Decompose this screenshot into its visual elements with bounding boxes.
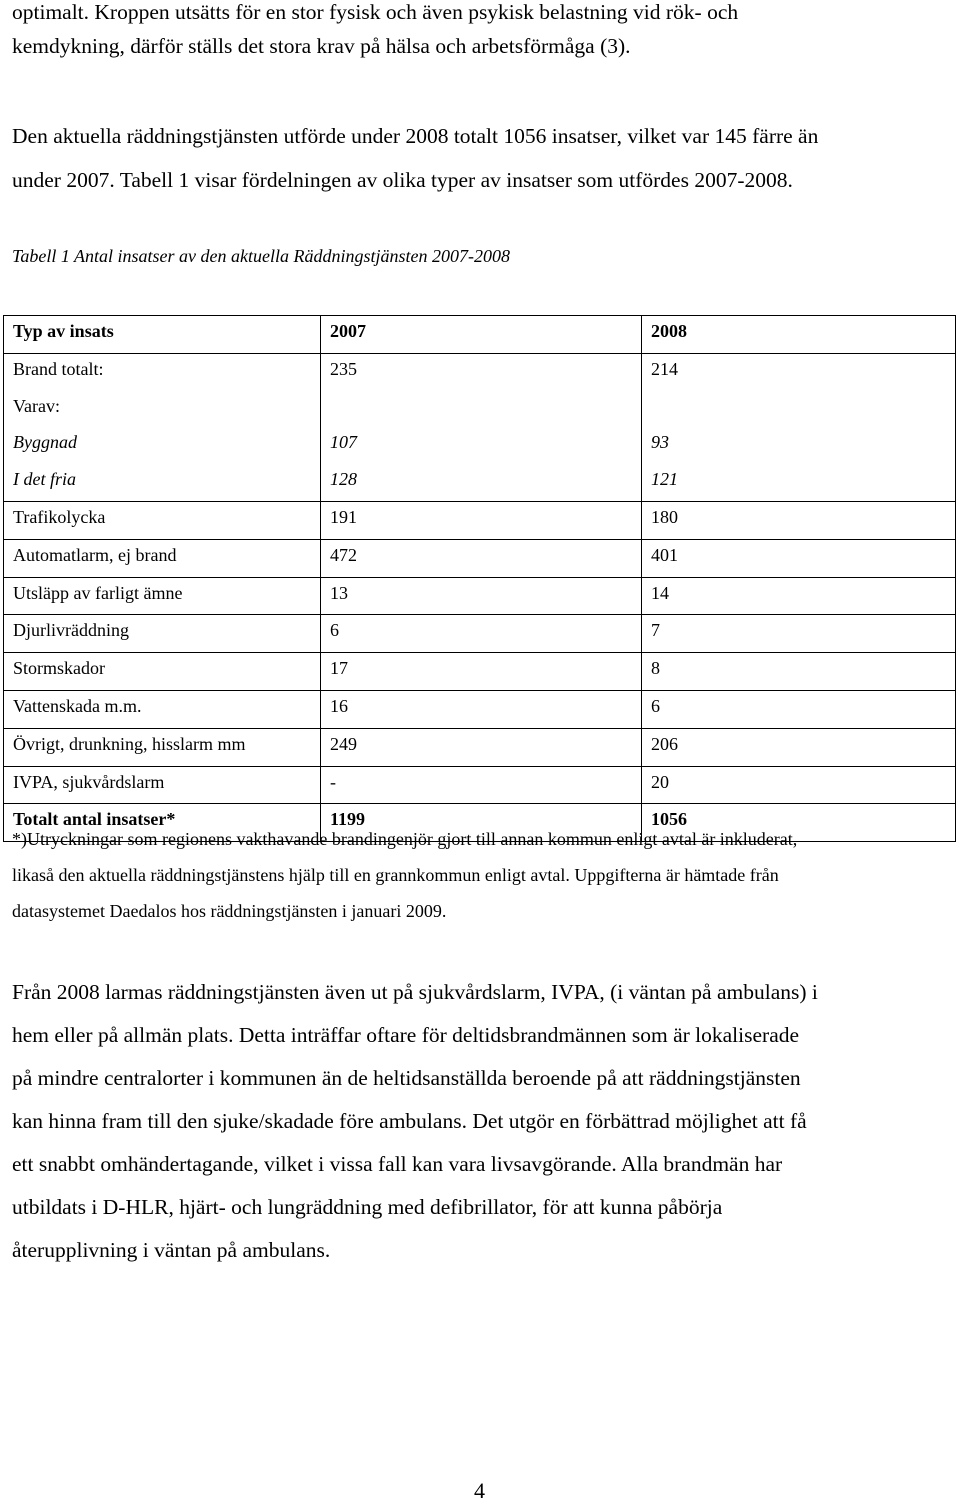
value-2007 xyxy=(321,391,641,428)
row-label: Övrigt, drunkning, hisslarm mm xyxy=(13,733,246,754)
value-2008: 7 xyxy=(651,620,660,641)
table-row xyxy=(4,690,956,728)
row-label: IVPA, sjukvårdslarm xyxy=(13,771,165,792)
table-row xyxy=(4,539,956,577)
value-2007: 249 xyxy=(330,733,357,754)
header-2008: 2008 xyxy=(651,321,687,341)
text-line: Från 2008 larmas räddningstjänsten även ut på sjukvårdslarm, IVPA, (i väntan på ambulans) i xyxy=(12,980,818,1004)
value-2007: 128 xyxy=(330,469,357,490)
table-row xyxy=(4,728,956,766)
row-label: Trafikolycka xyxy=(13,506,106,527)
footnote-line: *)Utryckningar som regionens vakthavande brandingenjör gjort till annan kommun enligt avtal är inkluderat, xyxy=(12,829,798,849)
total-2008: 1056 xyxy=(651,809,687,830)
value-2008: 20 xyxy=(651,771,669,792)
text-line: optimalt. Kroppen utsätts för en stor fysisk och även psykisk belastning vid rök- och xyxy=(12,0,739,24)
text-line: kemdykning, därför ställs det stora krav på hälsa och arbetsförmåga (3). xyxy=(12,34,631,58)
total-2007: 1199 xyxy=(330,809,366,830)
value-2007: 107 xyxy=(330,432,357,453)
text-line: kan hinna fram till den sjuke/skadade före ambulans. Det utgör en förbättrad möjlighet att få xyxy=(12,1109,807,1133)
value-2008: 401 xyxy=(651,544,678,565)
value-2007: 13 xyxy=(330,582,348,603)
text-line: Den aktuella räddningstjänsten utförde under 2008 totalt 1056 insatser, vilket var 145 färre än xyxy=(12,124,819,148)
table-row xyxy=(4,501,956,539)
header-2007: 2007 xyxy=(330,321,366,341)
table-row xyxy=(4,577,956,615)
row-label: Automatlarm, ej brand xyxy=(13,544,177,565)
page-number: 4 xyxy=(474,1478,485,1503)
text-line: utbildats i D-HLR, hjärt- och lungräddning med defibrillator, för att kunna påbörja xyxy=(12,1195,723,1219)
row-label: Utsläpp av farligt ämne xyxy=(13,582,183,603)
table-row xyxy=(4,653,956,691)
table-header-row xyxy=(4,316,956,354)
text-line: ett snabbt omhändertagande, vilket i vissa fall kan vara livsavgörande. Alla brandmän har xyxy=(12,1152,783,1176)
text-line: hem eller på allmän plats. Detta inträffar oftare för deltidsbrandmännen som är lokaliserade xyxy=(12,1023,800,1047)
value-2007: 17 xyxy=(330,658,348,679)
text-line: på mindre centralorter i kommunen än de heltidsanställda beroende på att räddningstjänsten xyxy=(12,1066,801,1090)
value-2008: 93 xyxy=(651,432,669,453)
value-2007: 16 xyxy=(330,695,348,716)
header-type: Typ av insats xyxy=(13,321,114,341)
value-2007: 6 xyxy=(330,620,339,641)
text-line: återupplivning i väntan på ambulans. xyxy=(12,1238,331,1262)
value-2008: 8 xyxy=(651,658,660,679)
value-2007: 235 xyxy=(330,358,357,379)
value-2008: 14 xyxy=(651,582,669,603)
value-2008: 121 xyxy=(651,469,678,490)
table-caption: Tabell 1 Antal insatser av den aktuella Räddningstjänsten 2007-2008 xyxy=(12,246,510,266)
row-label: Varav: xyxy=(13,395,60,416)
row-label: Djurlivräddning xyxy=(13,620,129,641)
footnote-line: datasystemet Daedalos hos räddningstjänsten i januari 2009. xyxy=(12,901,447,921)
row-label: Vattenskada m.m. xyxy=(13,695,142,716)
row-label: I det fria xyxy=(13,469,76,490)
value-2008: 6 xyxy=(651,695,660,716)
footnote-line: likaså den aktuella räddningstjänstens hjälp till en grannkommun enligt avtal. Uppgifterna är hämtade från xyxy=(12,865,779,885)
text-line: under 2007. Tabell 1 visar fördelningen av olika typer av insatser som utfördes 2007-2008. xyxy=(12,168,793,192)
insatser-table xyxy=(3,315,956,842)
table-row xyxy=(4,615,956,653)
table-row-brand xyxy=(4,353,956,501)
value-2007: 472 xyxy=(330,544,357,565)
total-label: Totalt antal insatser* xyxy=(13,809,176,830)
value-2007: 191 xyxy=(330,506,357,527)
value-2007: - xyxy=(330,771,336,792)
table-row xyxy=(4,766,956,804)
row-label: Brand totalt: xyxy=(13,358,104,379)
value-2008: 214 xyxy=(651,358,678,379)
value-2008: 180 xyxy=(651,506,678,527)
value-2008: 206 xyxy=(651,733,678,754)
row-label: Stormskador xyxy=(13,658,105,679)
value-2008 xyxy=(642,391,955,428)
row-label: Byggnad xyxy=(13,432,77,453)
